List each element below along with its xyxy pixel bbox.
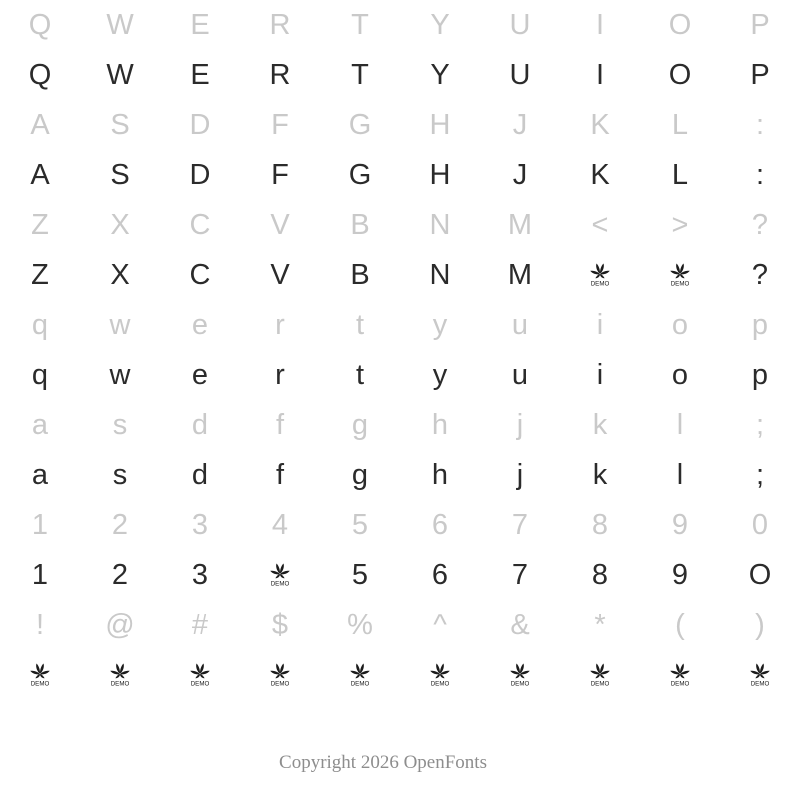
svg-text:DEMO: DEMO bbox=[750, 680, 770, 688]
glyph-cell: O bbox=[668, 8, 692, 41]
glyph-cell: I bbox=[595, 8, 605, 41]
glyph-cell: e bbox=[191, 308, 209, 341]
glyph-cell: 7 bbox=[511, 558, 529, 591]
sprout-icon bbox=[667, 662, 693, 688]
glyph-cell: 2 bbox=[111, 558, 129, 591]
glyph-cell: k bbox=[592, 458, 608, 491]
glyph-cell: B bbox=[350, 258, 370, 291]
demo-watermark-icon bbox=[560, 650, 640, 700]
glyph-cell: T bbox=[351, 8, 369, 41]
glyph-cell: w bbox=[109, 308, 131, 341]
glyph-row bbox=[0, 400, 800, 450]
glyph-cell: N bbox=[429, 208, 451, 241]
glyph-row bbox=[0, 650, 800, 700]
glyph-cell: y bbox=[432, 358, 448, 391]
glyph-cell: d bbox=[191, 408, 209, 441]
glyph-cell: 2 bbox=[111, 508, 129, 541]
glyph-cell: : bbox=[755, 158, 765, 191]
glyph-cell: e bbox=[191, 358, 209, 391]
demo-watermark-icon bbox=[240, 550, 320, 600]
glyph-cell: L bbox=[671, 108, 689, 141]
glyph-cell: A bbox=[30, 158, 50, 191]
glyph-cell: C bbox=[189, 208, 211, 241]
glyph-cell: i bbox=[596, 308, 604, 341]
glyph-cell: p bbox=[751, 358, 769, 391]
glyph-cell: ^ bbox=[433, 608, 447, 641]
glyph-cell: 4 bbox=[271, 508, 289, 541]
glyph-cell: K bbox=[590, 158, 610, 191]
glyph-cell: d bbox=[191, 458, 209, 491]
glyph-cell: R bbox=[269, 8, 291, 41]
glyph-cell: A bbox=[30, 108, 50, 141]
glyph-cell: % bbox=[347, 608, 373, 641]
svg-text:DEMO: DEMO bbox=[270, 680, 290, 688]
glyph-cell: 0 bbox=[751, 508, 769, 541]
glyph-cell: u bbox=[511, 358, 529, 391]
glyph-cell: B bbox=[350, 208, 370, 241]
sprout-icon bbox=[347, 662, 373, 688]
glyph-cell: > bbox=[671, 208, 689, 241]
glyph-cell: ! bbox=[35, 608, 45, 641]
sprout-icon bbox=[587, 662, 613, 688]
svg-text:DEMO: DEMO bbox=[670, 280, 690, 288]
glyph-cell: o bbox=[671, 308, 689, 341]
svg-text:DEMO: DEMO bbox=[350, 680, 370, 688]
glyph-cell: Y bbox=[430, 58, 450, 91]
glyph-cell: t bbox=[355, 308, 365, 341]
glyph-cell: a bbox=[31, 458, 49, 491]
glyph-cell: F bbox=[271, 158, 289, 191]
glyph-cell: 1 bbox=[31, 508, 49, 541]
glyph-cell: X bbox=[110, 208, 130, 241]
glyph-cell: W bbox=[106, 8, 134, 41]
sprout-icon bbox=[427, 662, 453, 688]
glyph-cell: E bbox=[190, 8, 210, 41]
glyph-cell: g bbox=[351, 458, 369, 491]
demo-watermark-icon bbox=[0, 650, 80, 700]
glyph-row bbox=[0, 600, 800, 650]
demo-watermark-icon bbox=[240, 650, 320, 700]
glyph-cell: U bbox=[509, 8, 531, 41]
glyph-cell: D bbox=[189, 108, 211, 141]
glyph-cell: S bbox=[110, 158, 130, 191]
glyph-cell: 6 bbox=[431, 558, 449, 591]
glyph-cell: T bbox=[351, 58, 369, 91]
glyph-cell: W bbox=[106, 58, 134, 91]
glyph-cell: 6 bbox=[431, 508, 449, 541]
demo-watermark-icon bbox=[400, 650, 480, 700]
glyph-cell: w bbox=[109, 358, 131, 391]
glyph-cell: O bbox=[668, 58, 692, 91]
sprout-icon bbox=[107, 662, 133, 688]
glyph-cell: f bbox=[275, 458, 285, 491]
demo-watermark-icon bbox=[160, 650, 240, 700]
glyph-row bbox=[0, 50, 800, 100]
glyph-cell: Z bbox=[31, 258, 49, 291]
glyph-cell: g bbox=[351, 408, 369, 441]
glyph-cell: 7 bbox=[511, 508, 529, 541]
glyph-cell: i bbox=[596, 358, 604, 391]
glyph-row bbox=[0, 500, 800, 550]
glyph-cell: l bbox=[676, 458, 684, 491]
demo-watermark-icon bbox=[640, 250, 720, 300]
glyph-row bbox=[0, 300, 800, 350]
glyph-cell: E bbox=[190, 58, 210, 91]
glyph-cell: G bbox=[348, 158, 372, 191]
glyph-cell: Y bbox=[430, 8, 450, 41]
glyph-cell: & bbox=[510, 608, 530, 641]
glyph-cell: p bbox=[751, 308, 769, 341]
svg-text:DEMO: DEMO bbox=[670, 680, 690, 688]
sprout-icon bbox=[507, 662, 533, 688]
glyph-cell: j bbox=[516, 408, 524, 441]
glyph-cell: F bbox=[271, 108, 289, 141]
svg-text:DEMO: DEMO bbox=[590, 680, 610, 688]
glyph-cell: ( bbox=[675, 608, 685, 641]
glyph-cell: a bbox=[31, 408, 49, 441]
glyph-cell: 3 bbox=[191, 558, 209, 591]
glyph-cell: N bbox=[429, 258, 451, 291]
glyph-cell: O bbox=[748, 558, 772, 591]
glyph-cell: V bbox=[270, 258, 290, 291]
glyph-cell: D bbox=[189, 158, 211, 191]
glyph-cell: 9 bbox=[671, 508, 689, 541]
glyph-cell: 5 bbox=[351, 558, 369, 591]
copyright-text: Copyright 2026 OpenFonts bbox=[279, 752, 487, 773]
glyph-cell: ; bbox=[755, 408, 765, 441]
glyph-row bbox=[0, 250, 800, 300]
glyph-cell: V bbox=[270, 208, 290, 241]
glyph-cell: * bbox=[594, 608, 606, 641]
glyph-cell: U bbox=[509, 58, 531, 91]
demo-watermark-icon bbox=[320, 650, 400, 700]
sprout-icon bbox=[747, 662, 773, 688]
glyph-row bbox=[0, 350, 800, 400]
glyph-cell: r bbox=[275, 358, 285, 391]
glyph-cell: s bbox=[112, 458, 128, 491]
sprout-icon bbox=[267, 562, 293, 588]
glyph-cell: t bbox=[355, 358, 365, 391]
glyph-cell: 5 bbox=[351, 508, 369, 541]
svg-text:DEMO: DEMO bbox=[110, 680, 130, 688]
glyph-row bbox=[0, 0, 800, 50]
sprout-icon bbox=[587, 262, 613, 288]
glyph-cell: # bbox=[191, 608, 209, 641]
glyph-cell: 8 bbox=[591, 558, 609, 591]
glyph-cell: y bbox=[432, 308, 448, 341]
svg-text:DEMO: DEMO bbox=[590, 280, 610, 288]
glyph-cell: Q bbox=[28, 58, 52, 91]
glyph-cell: H bbox=[429, 158, 451, 191]
glyph-row bbox=[0, 100, 800, 150]
svg-text:DEMO: DEMO bbox=[270, 580, 290, 588]
sprout-icon bbox=[267, 662, 293, 688]
sprout-icon bbox=[27, 662, 53, 688]
glyph-cell: 8 bbox=[591, 508, 609, 541]
glyph-cell: ) bbox=[755, 608, 765, 641]
glyph-cell: u bbox=[511, 308, 529, 341]
glyph-cell: K bbox=[590, 108, 610, 141]
glyph-row bbox=[0, 450, 800, 500]
glyph-cell: C bbox=[189, 258, 211, 291]
glyph-cell: 9 bbox=[671, 558, 689, 591]
glyph-cell: s bbox=[112, 408, 128, 441]
glyph-cell: I bbox=[595, 58, 605, 91]
glyph-cell: q bbox=[31, 358, 49, 391]
svg-text:DEMO: DEMO bbox=[190, 680, 210, 688]
glyph-cell: l bbox=[676, 408, 684, 441]
sprout-icon bbox=[667, 262, 693, 288]
svg-text:DEMO: DEMO bbox=[430, 680, 450, 688]
glyph-cell: f bbox=[275, 408, 285, 441]
glyph-row bbox=[0, 550, 800, 600]
glyph-cell: P bbox=[750, 8, 770, 41]
demo-watermark-icon bbox=[560, 250, 640, 300]
glyph-cell: ; bbox=[755, 458, 765, 491]
glyph-cell: q bbox=[31, 308, 49, 341]
demo-watermark-icon bbox=[720, 650, 800, 700]
demo-watermark-icon bbox=[80, 650, 160, 700]
glyph-cell: < bbox=[591, 208, 609, 241]
glyph-cell: : bbox=[755, 108, 765, 141]
glyph-cell: Z bbox=[31, 208, 49, 241]
glyph-cell: r bbox=[275, 308, 285, 341]
glyph-cell: S bbox=[110, 108, 130, 141]
demo-watermark-icon bbox=[480, 650, 560, 700]
glyph-cell: J bbox=[512, 108, 528, 141]
glyph-cell: 1 bbox=[31, 558, 49, 591]
glyph-cell: h bbox=[431, 458, 449, 491]
glyph-cell: j bbox=[516, 458, 524, 491]
glyph-cell: ? bbox=[751, 208, 769, 241]
glyph-cell: R bbox=[269, 58, 291, 91]
glyph-cell: h bbox=[431, 408, 449, 441]
glyph-cell: o bbox=[671, 358, 689, 391]
glyph-cell: M bbox=[507, 208, 533, 241]
glyph-cell: H bbox=[429, 108, 451, 141]
glyph-cell: L bbox=[671, 158, 689, 191]
copyright-footer bbox=[0, 752, 800, 774]
glyph-row bbox=[0, 200, 800, 250]
glyph-cell: @ bbox=[105, 608, 135, 641]
glyph-cell: k bbox=[592, 408, 608, 441]
glyph-cell: $ bbox=[271, 608, 289, 641]
glyph-cell: M bbox=[507, 258, 533, 291]
glyph-cell: ? bbox=[751, 258, 769, 291]
glyph-cell: J bbox=[512, 158, 528, 191]
glyph-cell: G bbox=[348, 108, 372, 141]
glyph-row bbox=[0, 150, 800, 200]
svg-text:DEMO: DEMO bbox=[30, 680, 50, 688]
demo-watermark-icon bbox=[640, 650, 720, 700]
glyph-cell: Q bbox=[28, 8, 52, 41]
glyph-cell: X bbox=[110, 258, 130, 291]
svg-text:DEMO: DEMO bbox=[510, 680, 530, 688]
glyph-cell: 3 bbox=[191, 508, 209, 541]
glyph-cell: P bbox=[750, 58, 770, 91]
sprout-icon bbox=[187, 662, 213, 688]
